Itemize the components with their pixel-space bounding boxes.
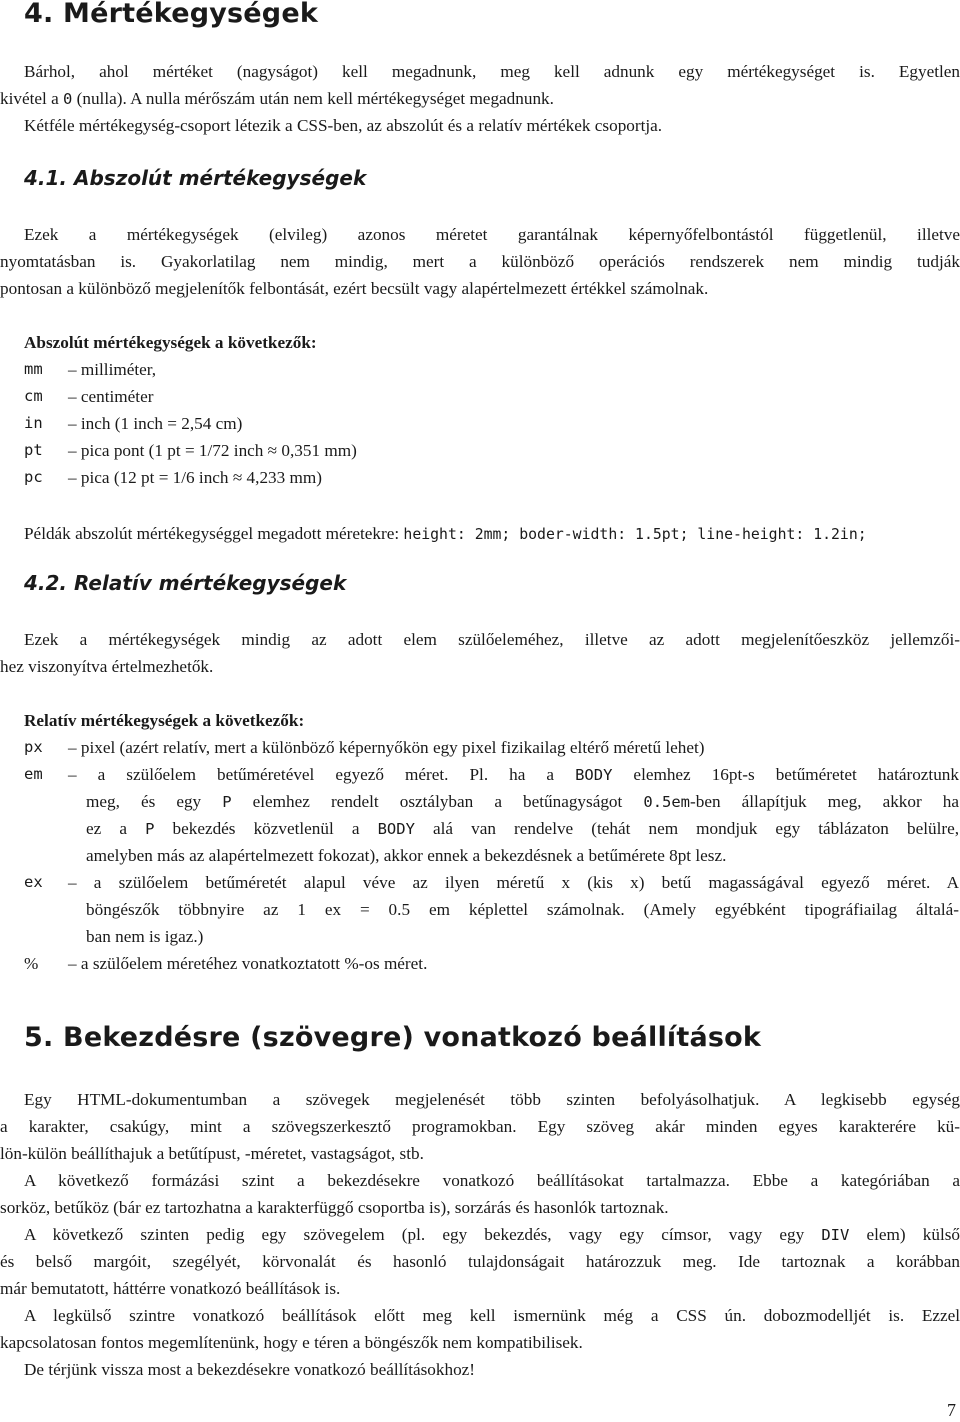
examples-code: height: 2mm; boder-width: 1.5pt; line-height: 1.2in; [403,526,867,543]
unit-row-em [24,761,960,865]
unit-code: % [24,954,39,973]
unit-code: in [24,414,43,432]
rel-text-line-2: hez viszonyítva értelmezhetők. [0,657,214,676]
section-5-paragraph-4: A legkülső szintre vonatkozó beállítások előtt meg kell ismernünk még a CSS ún. dobozmodelljét is. Ezzel kapcsolatosan fontos megemlítenünk, hogy e téren a böngészők nem kompatibilisek. [0,1306,960,1352]
subsection-4-1-title: 4.1. Abszolút mértékegységek [24,166,367,190]
intro-line-2: kivétel a 0 (nulla). A nulla mérőszám után nem kell mértékegységet megadnunk. [0,89,554,108]
unit-code: pc [24,468,43,486]
abs-text-line-3: pontosan a különböző megjelenítők felbontását, ezért becsült vagy alapértelmezett értékkel számolnak. [0,279,709,298]
section-5-paragraph-5: De térjünk vissza most a bekezdésekre vonatkozó beállításokhoz! [24,1360,476,1379]
relative-units-heading: Relatív mértékegységek a következők: [24,711,305,730]
unit-code: ex [24,873,43,891]
unit-description: – inch (1 inch = 2,54 cm) [68,414,243,433]
absolute-units-text [0,221,960,302]
subsection-4-2-title: 4.2. Relatív mértékegységek [24,571,347,595]
unit-code: cm [24,387,43,405]
section-4-title: 4. Mértékegységek [24,0,319,29]
examples-label: Példák abszolút mértékegységgel megadott méretekre: [24,524,404,543]
div-code: DIV [821,1226,850,1244]
section-5-title: 5. Bekezdésre (szövegre) vonatkozó beállítások [24,1022,762,1053]
unit-description: – centiméter [68,387,154,406]
intro-line-1: Bárhol, ahol mértéket (nagyságot) kell megadnunk, meg kell adnunk egy mértékegységet is. Egyetlen [24,62,960,81]
unit-description: – pixel (azért relatív, mert a különböző képernyőkön egy pixel fizikailag eltérő méretű lehet) [68,738,705,757]
unit-row-ex [24,869,959,946]
section-5-paragraph-1: Egy HTML-dokumentumban a szövegek megjelenését több szinten befolyásolhatjuk. A legkisebb egység a karakter, csakúgy, mint a szövegszerkesztő programokban. Egy szöveg akár minden egyes karakterére kü- lön-külön beállíthajuk a betűtípust, -méretet, vastagságot, stb. [0,1090,960,1163]
abs-text-line-1: Ezek a mértékegységek (elvileg) azonos méretet garantálnak képernyőfelbontástól függetlenül, illetve [24,225,960,244]
rel-text-line-1: Ezek a mértékegységek mindig az adott elem szülőeleméhez, illetve az adott megjelenítőeszköz jellemzői- [24,630,960,649]
unit-code: px [24,738,43,756]
intro-line-3: Kétféle mértékegység-csoport létezik a CSS-ben, az abszolút és a relatív mértékek csoportja. [24,116,663,135]
page-number: 7 [947,1400,956,1420]
unit-description: – milliméter, [68,360,157,379]
unit-description: – pica pont (1 pt = 1/72 inch ≈ 0,351 mm) [68,441,357,460]
zero-code: 0 [63,90,73,108]
unit-code: mm [24,360,43,378]
abs-text-line-2: nyomtatásban is. Gyakorlatilag nem mindig, mert a különböző operációs rendszerek nem mindig tudják [0,252,960,271]
section-4-intro [0,58,960,139]
absolute-examples [0,520,960,547]
unit-description: – pica (12 pt = 1/6 inch ≈ 4,233 mm) [68,468,322,487]
unit-description: – a szülőelem betűméretével egyező méret. Pl. ha a BODY elemhez 16pt-s betűméretet határoztunk meg, és egy P elemhez rendelt osztályban a betűnagyságot 0.5em-ben állapítjuk meg, akkor ha ez a P bekezdés közvetlenül a BODY alá van rendelve (tehát nem mondjuk egy táblázaton belülre, amelyben más az alapértelmezett fokozat), akkor ennek a bekezdésnek a betűmérete 8pt lesz. [68,765,960,865]
unit-code: pt [24,441,43,459]
unit-description: – a szülőelem betűméretét alapul véve az ilyen méretű x (kis x) betű magasságával egyező méret. A böngészők többnyire az 1 ex = 0.5 em képlettel számolnak. (Amely egyébként tipográfiailag általá- ban nem is igaz.) [68,873,959,946]
section-5-paragraph-2: A következő formázási szint a bekezdésekre vonatkozó beállításokat tartalmazza. Ebbe a kategóriában a sorköz, betűköz (bár ez tartozhatna a karakterfüggő csoportba is), sorzárás és hasonlók tartoznak. [0,1171,960,1217]
section-5-paragraph-3: A következő szinten pedig egy szövegelem (pl. egy bekezdés, vagy egy címsor, vagy egy DIV elem) külső és belső margóit, szegélyét, körvonalát és hasonló tulajdonságait határozzuk meg. Ide tartoznak a korábban már bemutatott, háttérre vonatkozó beállítások is. [0,1225,960,1298]
relative-units-text [0,626,960,680]
unit-code: em [24,765,43,783]
unit-description: – a szülőelem méretéhez vonatkoztatott %-os méret. [68,954,428,973]
absolute-units-heading: Abszolút mértékegységek a következők: [24,333,317,352]
